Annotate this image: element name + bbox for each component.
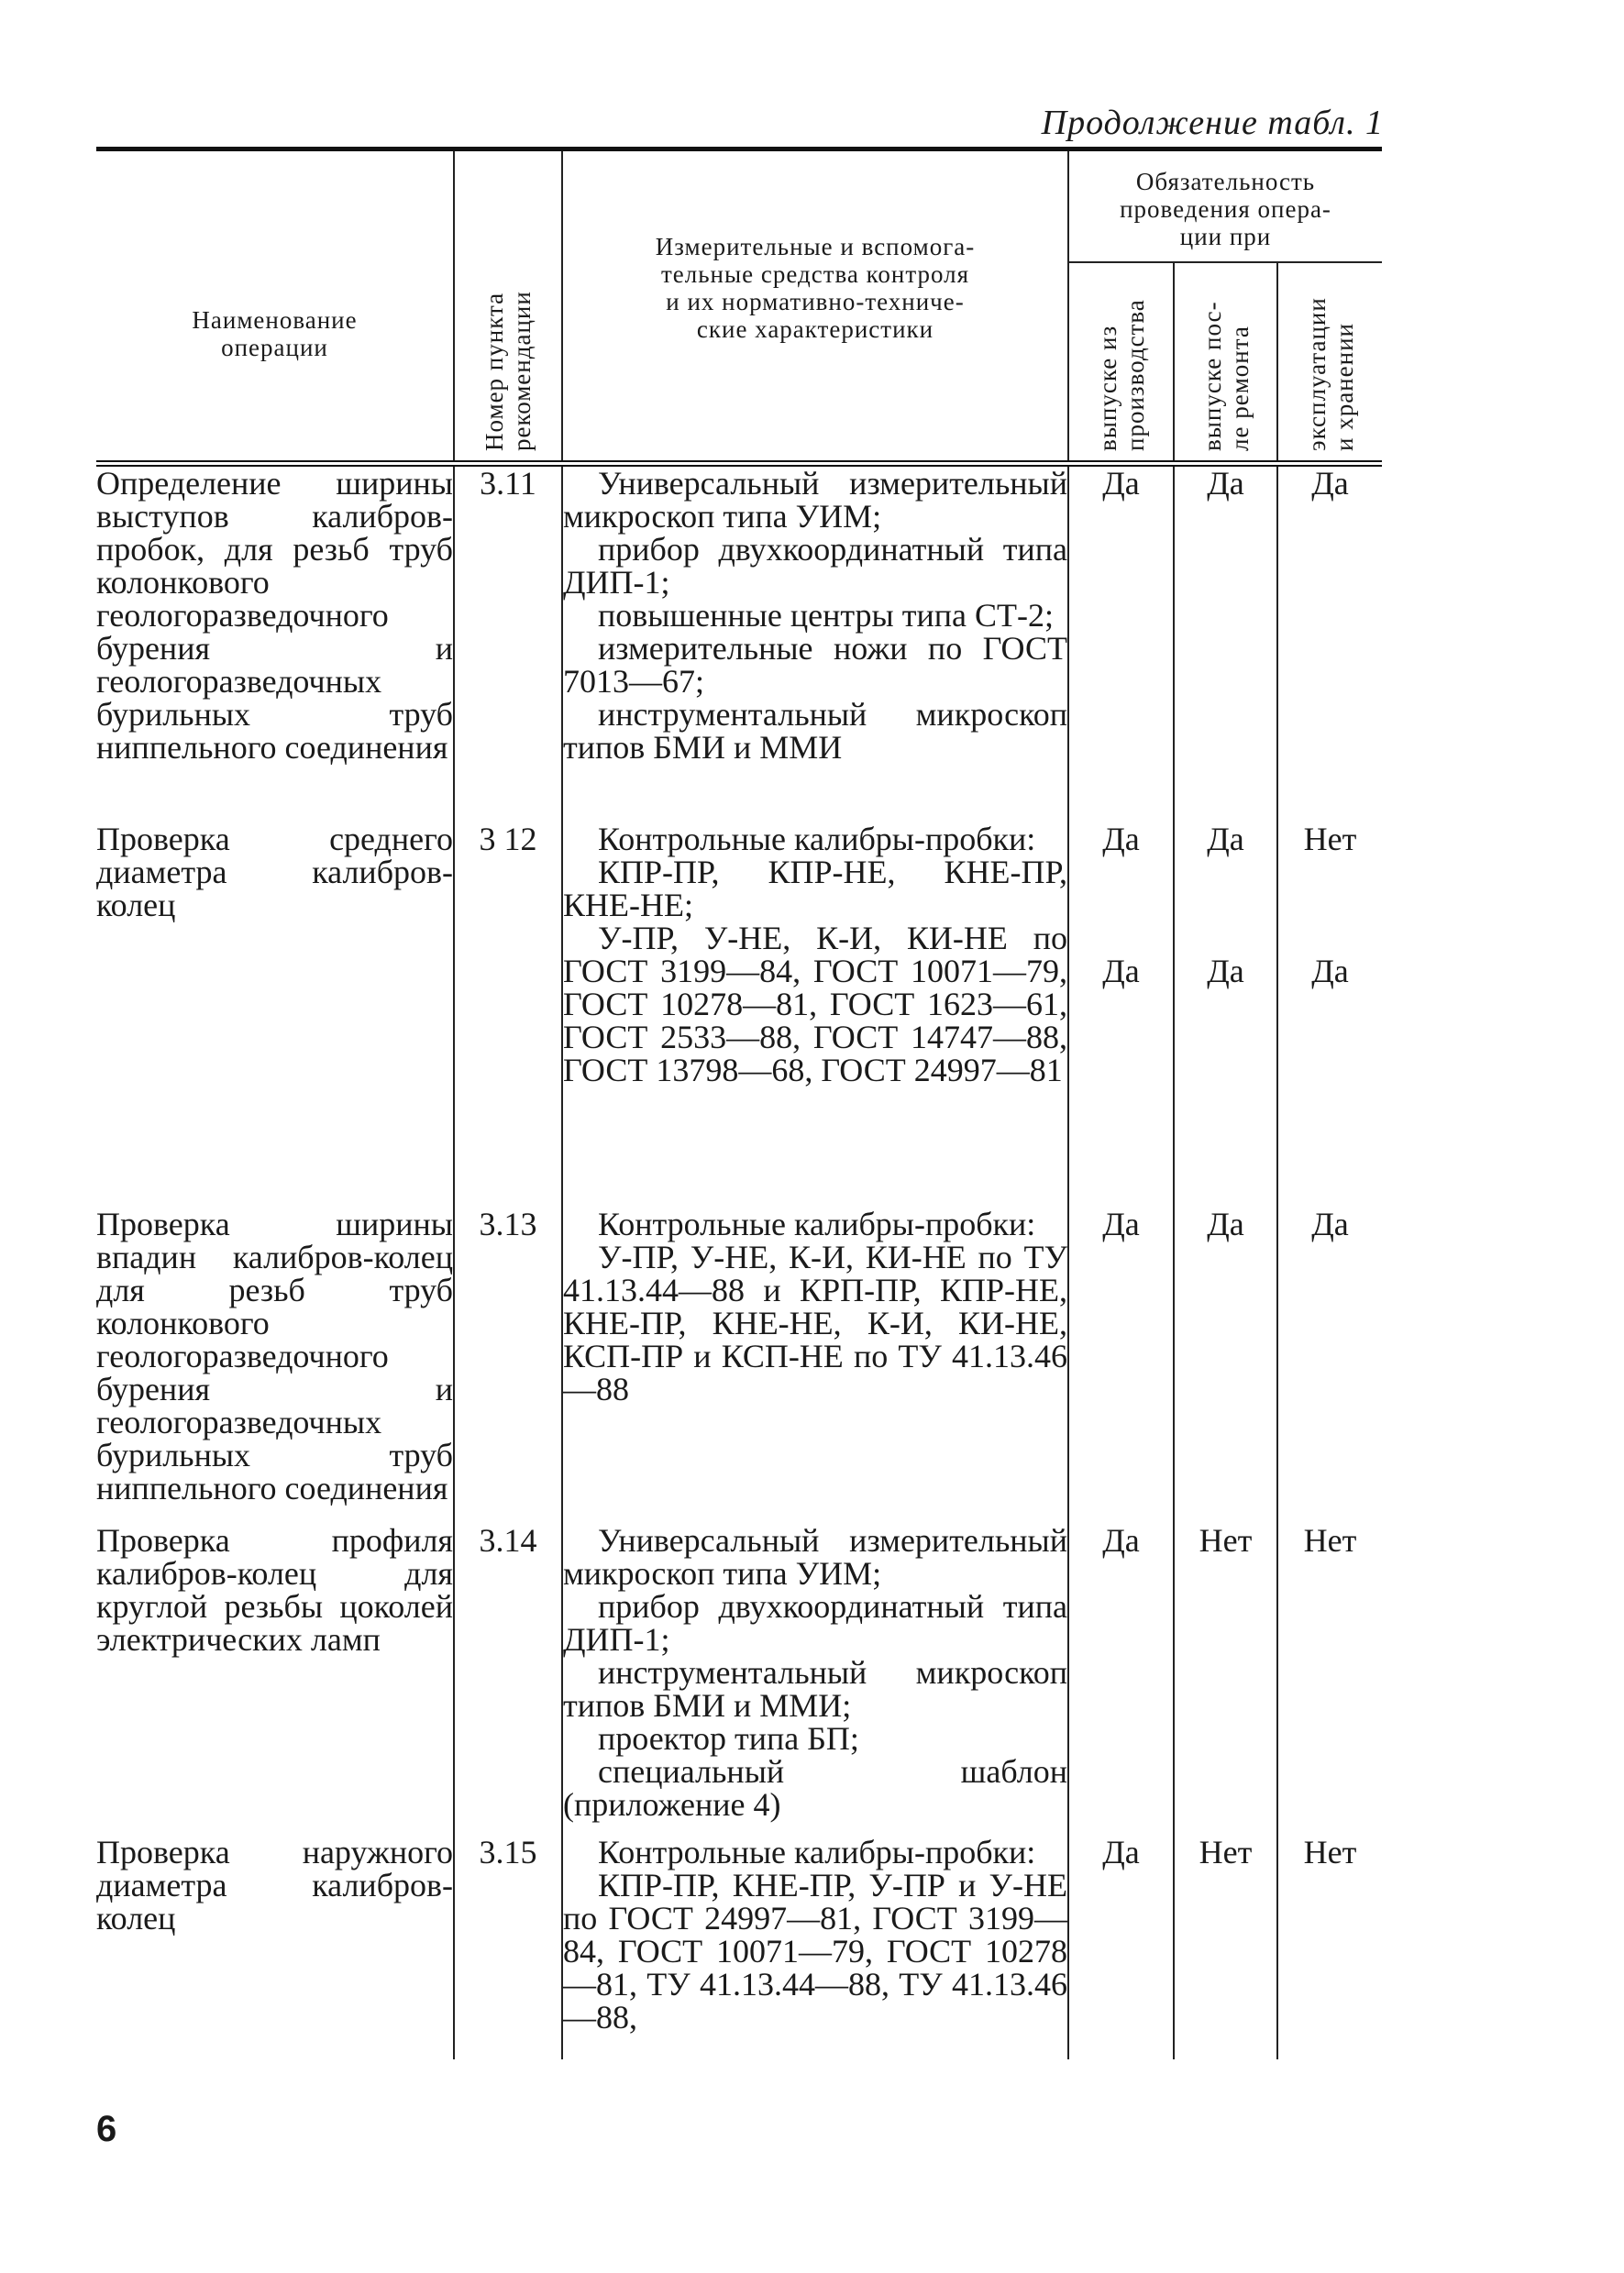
operations-table <box>96 147 1382 2059</box>
release-value-text: Да <box>1102 820 1140 857</box>
operation-value <box>1277 1518 1382 1830</box>
repair-value-text: Нет <box>1199 1833 1253 1870</box>
tool-line: прибор двухкоординатный типа ДИП-1; <box>563 1587 1067 1658</box>
tools-cell <box>562 1202 1068 1518</box>
tool-line: специальный шаблон (приложение 4) <box>563 1752 1067 1823</box>
tool-line: Контрольные калибры-пробки: <box>598 1833 1036 1870</box>
repair-value-text: Да <box>1207 1205 1244 1242</box>
tool-line: инструментальный микроскоп типов БМИ и ММИ <box>563 696 1067 766</box>
header-tools-text: Измерительные и вспомога- тельные средства контроля и их нормативно-техниче- ские характеристики <box>655 232 976 343</box>
header-tools <box>562 149 1068 464</box>
header-mandatory <box>1068 149 1382 264</box>
operation-name: Проверка наружного диаметра калибров-колец <box>96 1830 454 2059</box>
header-operation <box>1277 263 1382 464</box>
header-mandatory-text: Обязательность проведения опера- ции при <box>1069 151 1382 263</box>
table-row <box>96 1202 1382 1518</box>
tool-line: Универсальный измерительный микроскоп типа УИМ; <box>563 465 1067 535</box>
header-operation-name-text: Наименование операции <box>192 305 358 361</box>
tool-line: инструментальный микроскоп типов БМИ и ММИ; <box>563 1653 1067 1724</box>
release-value <box>1068 1518 1174 1830</box>
operation-value <box>1277 817 1382 1202</box>
tools-cell <box>562 817 1068 1202</box>
tool-line: повышенные центры типа СТ-2; <box>598 597 1054 634</box>
operation-value <box>1277 464 1382 817</box>
operation-name: Определение ширины выступов калибров-пробок, для резьб труб колонкового геологоразведочного бурения и геологоразведочных бурильных труб ниппельного соединения <box>96 464 454 817</box>
release-value <box>1068 464 1174 817</box>
tools-cell <box>562 464 1068 817</box>
tool-line: У-ПР, У-НЕ, К-И, КИ-НЕ по ТУ 41.13.44—88 и КРП-ПР, КПР-НЕ, КНЕ-ПР, КНЕ-НЕ, К-И, КИ-НЕ, КСП-ПР и КСП-НЕ по ТУ 41.13.46—88 <box>563 1238 1067 1407</box>
release-value-text: Да <box>1102 952 1140 989</box>
release-value-text: Да <box>1102 1205 1140 1242</box>
tool-line: проектор типа БП; <box>598 1719 859 1757</box>
operation-value <box>1277 1202 1382 1518</box>
release-value <box>1068 817 1174 1202</box>
header-release-text: выпуске из производства <box>1093 299 1149 451</box>
repair-value <box>1174 464 1277 817</box>
tool-line: Контрольные калибры-пробки: <box>598 820 1036 857</box>
point-number: 3.13 <box>454 1202 562 1518</box>
header-repair-text: выпуске пос- ле ремонта <box>1198 301 1254 451</box>
operation-name: Проверка среднего диаметра калибров-колец <box>96 817 454 1202</box>
release-value-text: Да <box>1102 1521 1140 1559</box>
tools-cell <box>562 1830 1068 2059</box>
operation-name: Проверка ширины впадин калибров-колец для резьб труб колонкового геологоразведочного бурения и геологоразведочных бурильных труб ниппельного соединения <box>96 1202 454 1518</box>
header-operation-text: эксплуатации и хранении <box>1302 297 1358 451</box>
operation-value-text: Да <box>1311 1205 1349 1242</box>
header-point-number <box>454 149 562 464</box>
point-number: 3.15 <box>454 1830 562 2059</box>
release-value <box>1068 1202 1174 1518</box>
point-number: 3.11 <box>454 464 562 817</box>
operation-value-text: Да <box>1311 465 1349 502</box>
operation-name: Проверка профиля калибров-колец для круглой резьбы цоколей электрических ламп <box>96 1518 454 1830</box>
point-number: 3 12 <box>454 817 562 1202</box>
table-row <box>96 464 1382 817</box>
tool-line: измерительные ножи по ГОСТ 7013—67; <box>563 630 1067 700</box>
repair-value-text: Нет <box>1199 1521 1253 1559</box>
tool-line: Универсальный измерительный микроскоп типа УИМ; <box>563 1521 1067 1592</box>
repair-value-text: Да <box>1207 952 1244 989</box>
repair-value <box>1174 1202 1277 1518</box>
header-release <box>1068 263 1174 464</box>
repair-value-text: Да <box>1207 820 1244 857</box>
header-repair <box>1174 263 1277 464</box>
header-operation-name <box>96 149 454 464</box>
table-row <box>96 1518 1382 1830</box>
repair-value <box>1174 1830 1277 2059</box>
operation-value-text: Да <box>1311 952 1349 989</box>
tool-line: КПР-ПР, КНЕ-ПР, У-ПР и У-НЕ по ГОСТ 24997—81, ГОСТ 3199—84, ГОСТ 10071—79, ГОСТ 10278—81, ТУ 41.13.44—88, ТУ 41.13.46—88, <box>563 1866 1067 2036</box>
repair-value <box>1174 1518 1277 1830</box>
tool-line: КПР-ПР, КПР-НЕ, КНЕ-ПР, КНЕ-НЕ; <box>563 853 1067 923</box>
repair-value-text: Да <box>1207 465 1244 502</box>
table-row <box>96 1830 1382 2059</box>
repair-value <box>1174 817 1277 1202</box>
header-point-number-text: Номер пункта рекомендации <box>481 291 536 451</box>
table-row <box>96 817 1382 1202</box>
operation-value-text: Нет <box>1303 820 1357 857</box>
tool-line: У-ПР, У-НЕ, К-И, КИ-НЕ по ГОСТ 3199—84, ГОСТ 10071—79, ГОСТ 10278—81, ГОСТ 1623—61, ГОСТ 2533—88, ГОСТ 14747—88, ГОСТ 13798—68, ГОСТ 24997—81 <box>563 919 1067 1088</box>
operation-value <box>1277 1830 1382 2059</box>
point-number: 3.14 <box>454 1518 562 1830</box>
operation-value-text: Нет <box>1303 1521 1357 1559</box>
release-value-text: Да <box>1102 1833 1140 1870</box>
table-continuation-caption: Продолжение табл. 1 <box>1041 104 1384 142</box>
operation-value-text: Нет <box>1303 1833 1357 1870</box>
release-value <box>1068 1830 1174 2059</box>
page-number: 6 <box>96 2109 117 2149</box>
tools-cell <box>562 1518 1068 1830</box>
tool-line: прибор двухкоординатный типа ДИП-1; <box>563 531 1067 601</box>
tool-line: Контрольные калибры-пробки: <box>598 1205 1036 1242</box>
release-value-text: Да <box>1102 465 1140 502</box>
